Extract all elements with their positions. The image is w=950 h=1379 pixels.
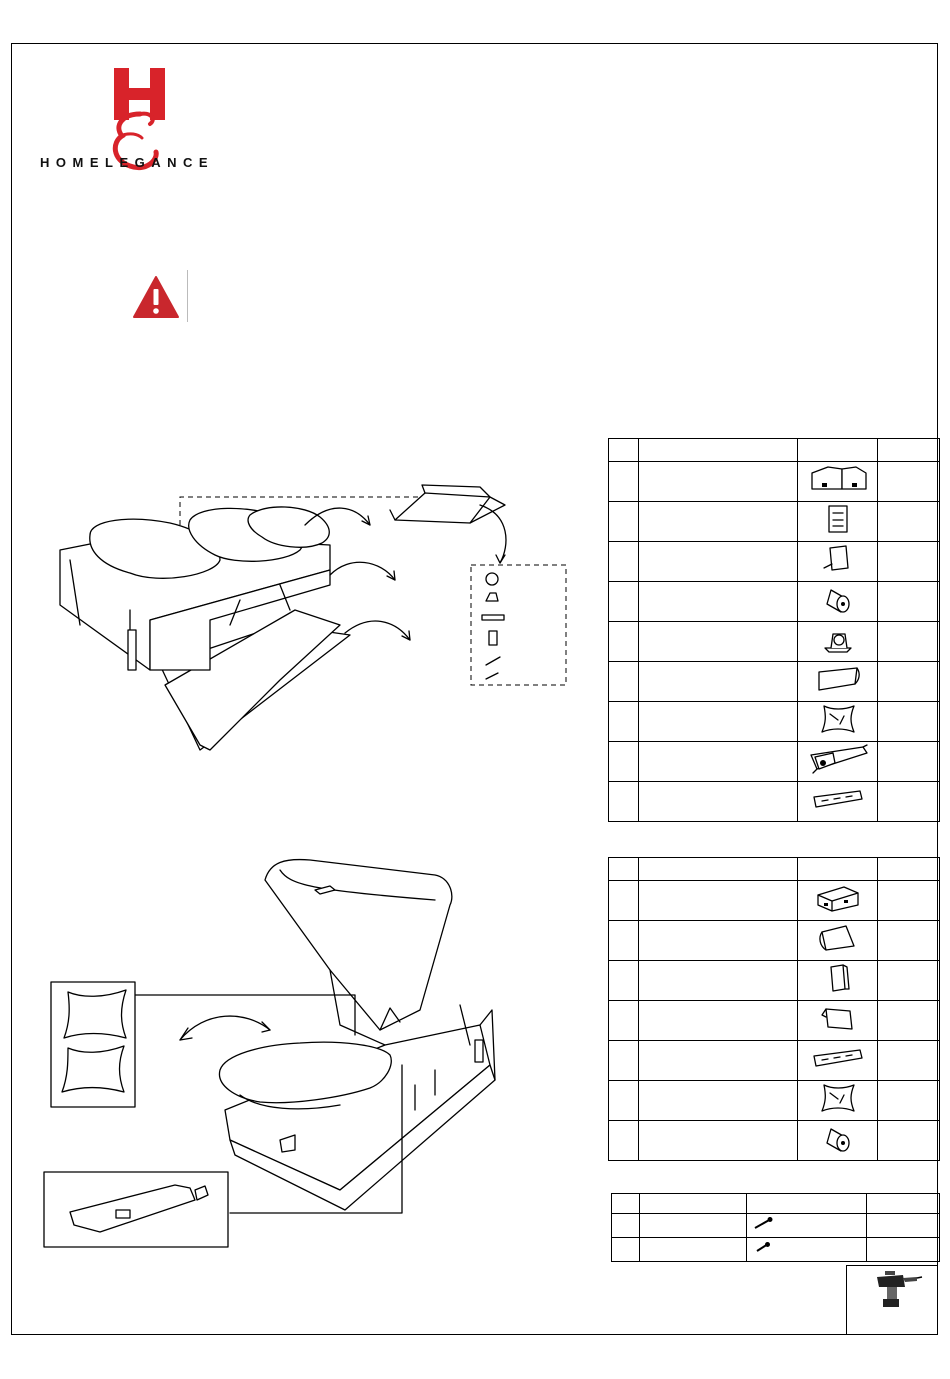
warning-triangle-icon — [133, 275, 179, 319]
roll-cylinder-icon — [821, 1123, 855, 1153]
table-row — [609, 502, 940, 542]
hinge-plate-icon — [818, 1003, 858, 1033]
table-header-row — [609, 858, 940, 881]
table-row — [609, 961, 940, 1001]
hardware-table — [611, 1193, 940, 1262]
table-row — [609, 542, 940, 582]
recliner-mechanism-icon — [807, 743, 869, 775]
brand-wordmark: HOMELEGANCE — [40, 155, 215, 170]
logo-mark-icon — [100, 62, 180, 192]
short-screw-icon — [752, 1239, 774, 1255]
table-header-row — [609, 439, 940, 462]
bracket-frame-icon — [823, 503, 853, 535]
cushion-pad-icon — [816, 922, 860, 954]
parts-table-b — [608, 857, 940, 1161]
cushion-pad-icon — [813, 664, 863, 694]
table-row — [609, 742, 940, 782]
hinge-plate-icon — [822, 544, 854, 574]
block-icon — [823, 961, 853, 995]
table-row — [609, 1041, 940, 1081]
table-row — [609, 1081, 940, 1121]
table-row — [609, 921, 940, 961]
table-header-row — [612, 1194, 940, 1214]
pillow-icon — [818, 702, 858, 736]
table-row — [609, 1121, 940, 1161]
table-row — [609, 702, 940, 742]
power-drill-icon — [875, 1269, 923, 1309]
box-sections-icon — [814, 883, 862, 913]
table-row — [612, 1238, 940, 1262]
slotted-rail-icon — [810, 787, 866, 811]
storage-opening-illustration — [40, 850, 510, 1260]
table-row — [609, 662, 940, 702]
table-row — [609, 782, 940, 822]
table-row — [609, 1001, 940, 1041]
box-sections-icon — [808, 465, 868, 493]
pillow-icon — [818, 1081, 858, 1115]
warning-divider — [187, 270, 188, 322]
tool-box — [846, 1265, 938, 1335]
parts-table-a — [608, 438, 940, 822]
table-row — [609, 582, 940, 622]
long-screw-icon — [752, 1215, 774, 1231]
slotted-rail-icon — [810, 1046, 866, 1070]
roll-cylinder-icon — [821, 584, 855, 614]
table-row — [609, 622, 940, 662]
table-row — [612, 1214, 940, 1238]
table-row — [609, 881, 940, 921]
sofa-unpacking-illustration — [50, 475, 580, 765]
table-row — [609, 462, 940, 502]
caster-wheel-icon — [821, 624, 855, 654]
